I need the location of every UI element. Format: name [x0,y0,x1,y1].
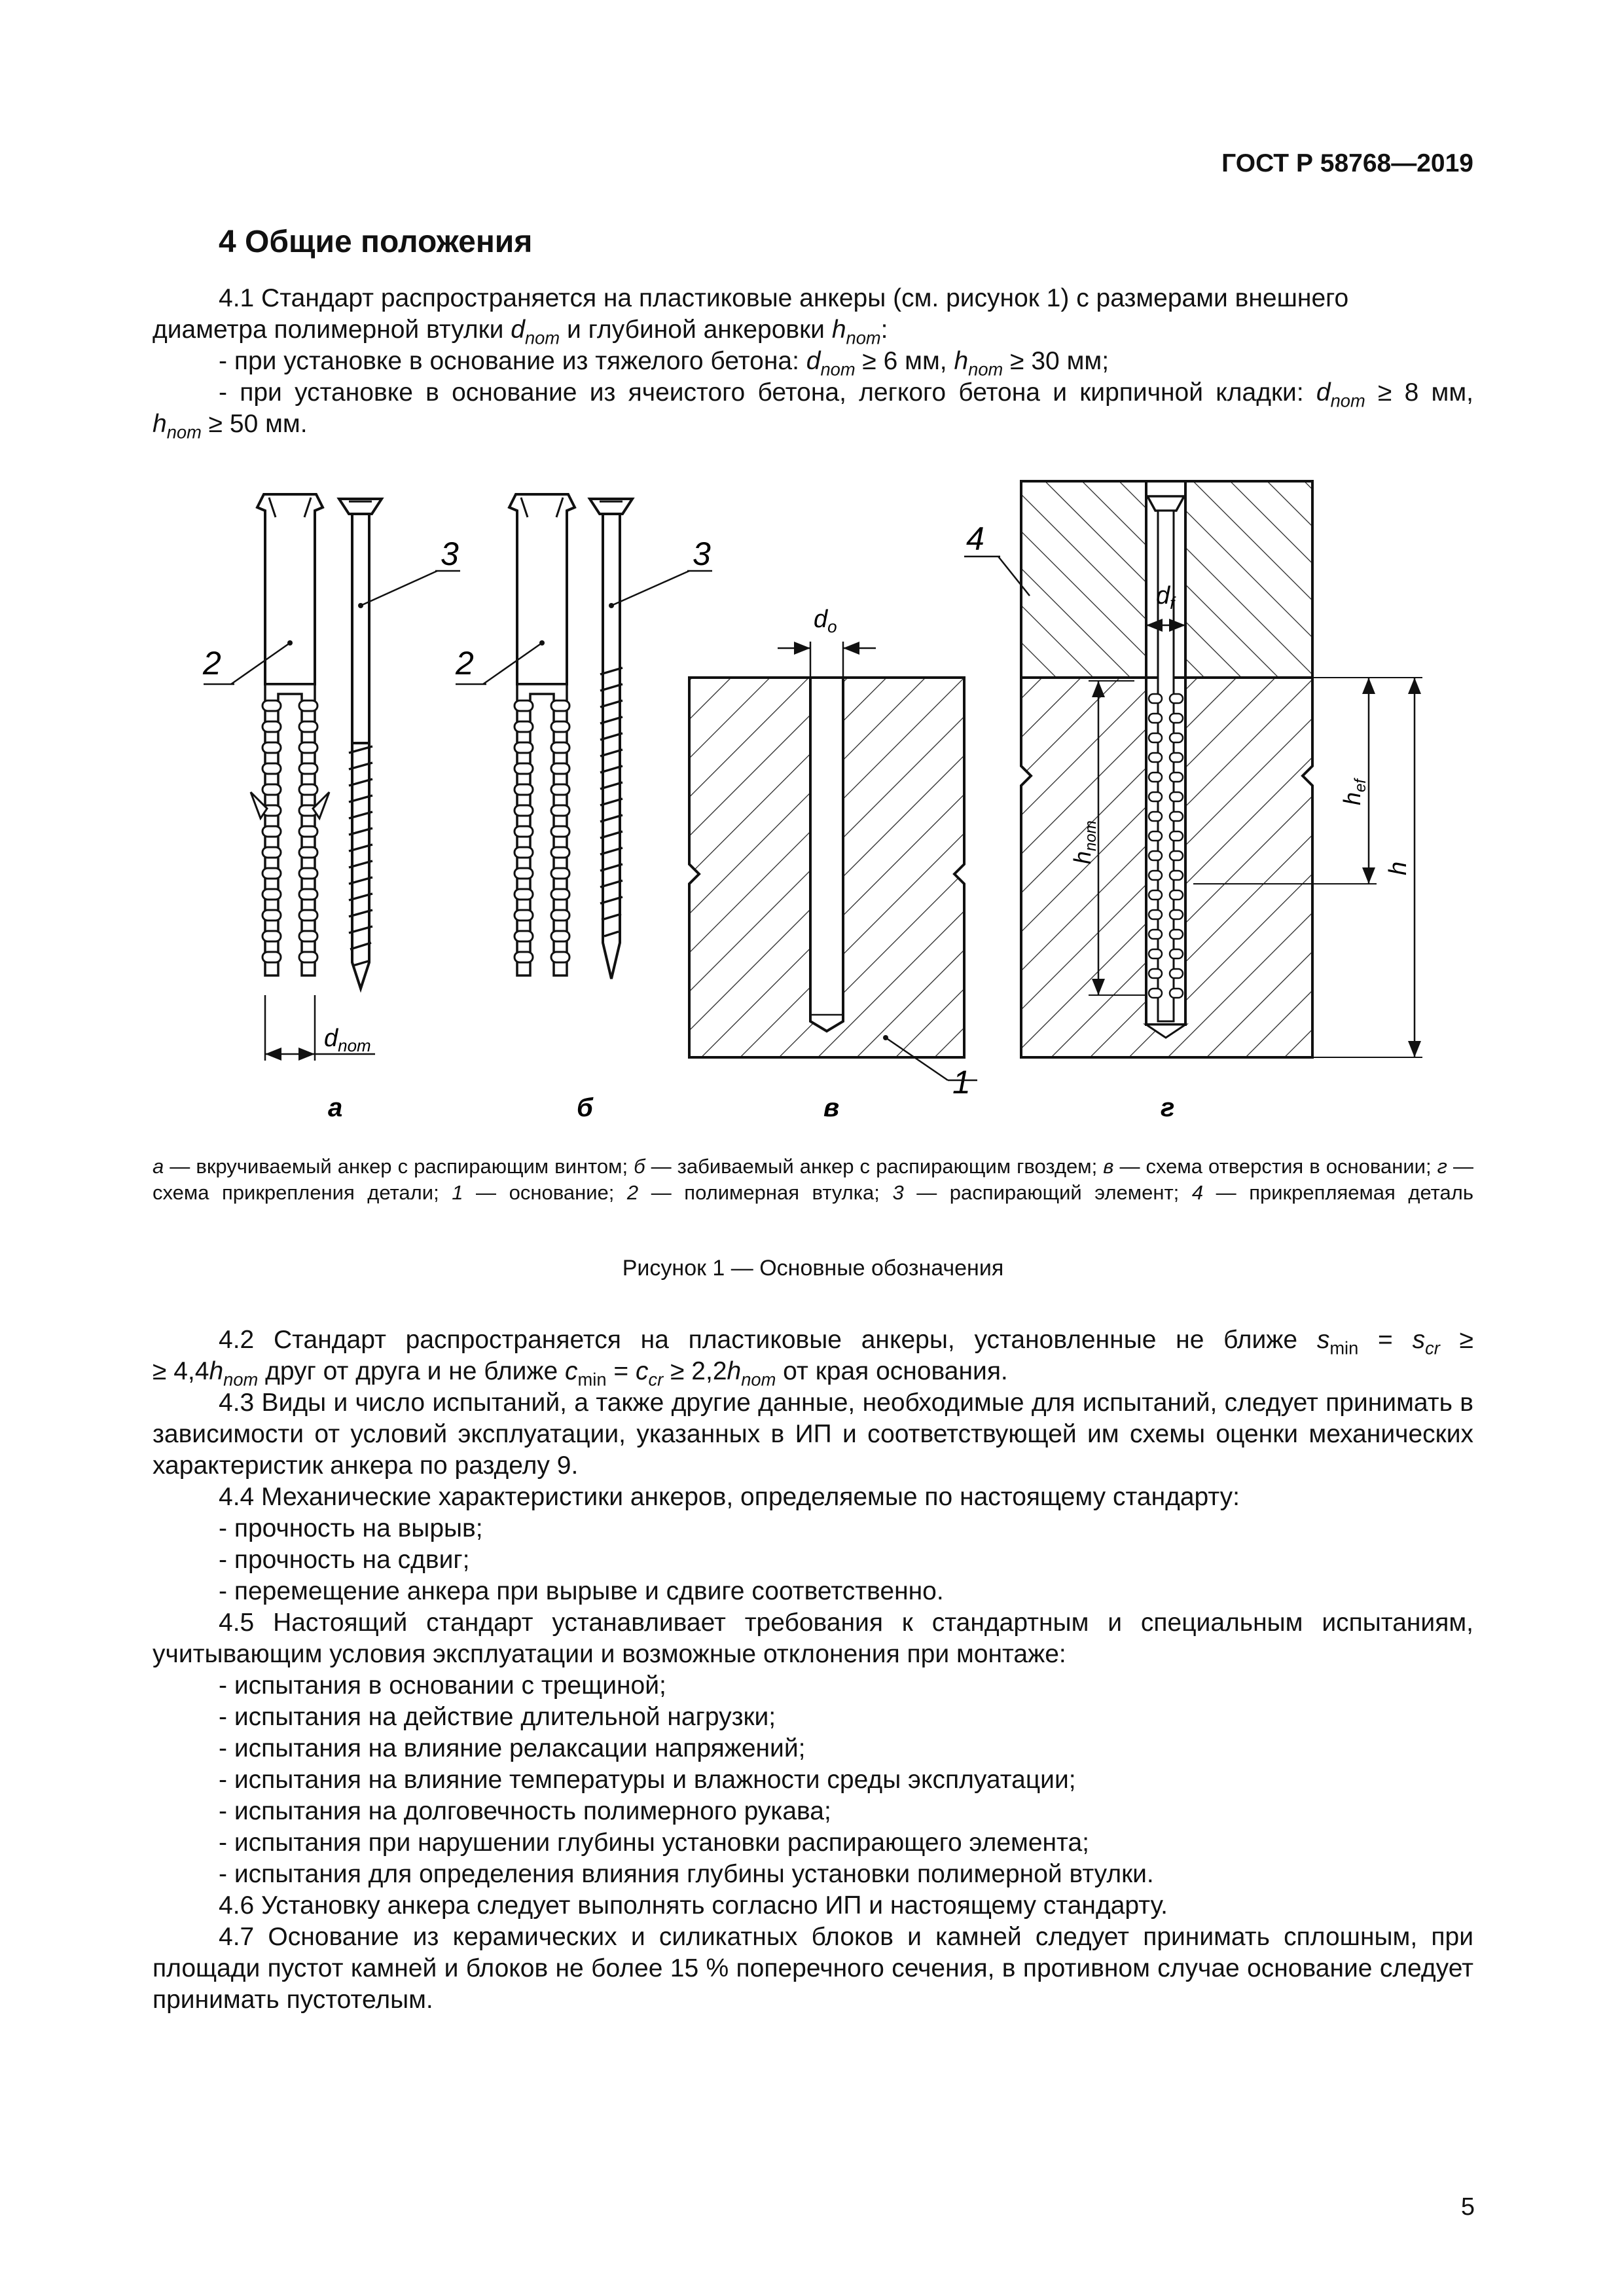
callout-1: 1 [952,1064,971,1101]
p44-item: - перемещение анкера при вырыве и сдвиге соответственно. [219,1577,944,1605]
dim-d-nom: $d_{nom}$ [324,1025,371,1055]
p44-item: - прочность на вырыв; [219,1514,483,1542]
paragraphs-lower [153,1324,1473,2016]
callout-2-a: 2 [203,645,221,682]
p45-intro: 4.5 Настоящий стандарт устанавливает требования к стандартным и специальным испытаниям, учитывающим условия эксплуатации и возможные отклонения при монтаже: [153,1609,1473,1668]
paragraph-4-3: 4.3 Виды и число испытаний, а также другие данные, необходимые для испытаний, следует принимать в зависимости от условий эксплуатации, указанных в ИП и соответствующей им схемы оценки механических характеристик анкера по разделу 9. [153,1389,1473,1480]
p45-item: - испытания в основании с трещиной; [219,1671,666,1700]
callout-2-b: 2 [456,645,474,682]
dim-d-o: $d_o$ [814,606,837,636]
dim-h-ef: $h_{ef}$ [1339,778,1369,805]
callout-3-b: 3 [693,536,711,572]
section-title: 4 Общие положения [219,225,533,259]
p41-line2: диаметра полимерной втулки $d_{nom}$ и глубиной анкеровки $h_{nom}$: [153,316,888,348]
figure-1-anchors [153,478,1481,1139]
anchor-b [455,494,712,1122]
document-header: ГОСТ Р 58768—2019 [1221,149,1473,177]
p41-bullet2: - при установке в основание из ячеистого бетона, легкого бетона и кирпичной кладки: $d_{nom} \ge 8$ мм, [219,378,1474,411]
p42-line1: 4.2 Стандарт распространяется на пластиковые анкеры, установленные не ближе $s_{min} = s_{cr}$ ≥ [219,1326,1473,1358]
sublabel-g: г [1161,1093,1175,1122]
p45-item: - испытания на влияние релаксации напряжений; [219,1734,806,1762]
p44-item: - прочность на сдвиг; [219,1546,470,1574]
dim-h-nom: $h_{nom}$ [1069,820,1100,864]
callout-3-a: 3 [441,536,459,572]
callout-4: 4 [966,520,984,557]
p45-item: - испытания на действие длительной нагрузки; [219,1703,776,1731]
p45-item: - испытания на влияние температуры и влажности среды эксплуатации; [219,1766,1076,1794]
paragraph-4-7: 4.7 Основание из керамических и силикатных блоков и камней следует принимать сплошным, при площади пустот камней и блоков не более 15 % поперечного сечения, в противном случае основание следует принимать пустотелым. [153,1923,1473,2014]
p42-line2: ≥ $4,4h_{nom}$ друг от друга и не ближе $c_{min} = c_{cr} \ge 2,2h_{nom}$ от края основания. [153,1357,1008,1390]
p44-intro: 4.4 Механические характеристики анкеров, определяемые по настоящему стандарту: [219,1483,1240,1511]
p41-bullet1: - при установке в основание из тяжелого бетона: $d_{nom} \ge 6$ мм, $h_{nom} \ge 30$ мм; [219,347,1110,380]
p41-line1: 4.1 Стандарт распространяется на пластиковые анкеры (см. рисунок 1) с размерами внешнего [219,284,1349,312]
p45-item: - испытания при нарушении глубины установки распирающего элемента; [219,1829,1089,1857]
sublabel-b: б [577,1093,593,1122]
dim-h: h [1384,861,1412,875]
p41-bullet2-cont: $h_{nom} \ge 50$ мм. [153,410,308,443]
dim-d-f: $d_f$ [1156,582,1175,613]
figure-title: Рисунок 1 — Основные обозначения [622,1256,1004,1281]
page-number: 5 [1460,2193,1475,2221]
figure-caption: а — вкручиваемый анкер с распирающим винтом; б — забиваемый анкер с распирающим гвоздем; в — схема отверстия в основании; г — схема прикрепления детали; 1 — основание; 2 — полимерная втулка; 3 — распирающий элемент; 4 — прикрепляемая деталь [153,1155,1474,1204]
sublabel-a: а [328,1093,343,1122]
fastening-scheme-g [964,481,1422,1122]
p45-item: - испытания для определения влияния глубины установки полимерной втулки. [219,1860,1154,1888]
paragraph-4-1 [153,283,1474,443]
p45-item: - испытания на долговечность полимерного рукава; [219,1797,831,1825]
paragraph-4-6: 4.6 Установку анкера следует выполнять согласно ИП и настоящему стандарту. [219,1891,1168,1920]
sublabel-v: в [823,1093,840,1122]
hole-scheme-v [689,606,977,1122]
anchor-a [202,494,460,1122]
